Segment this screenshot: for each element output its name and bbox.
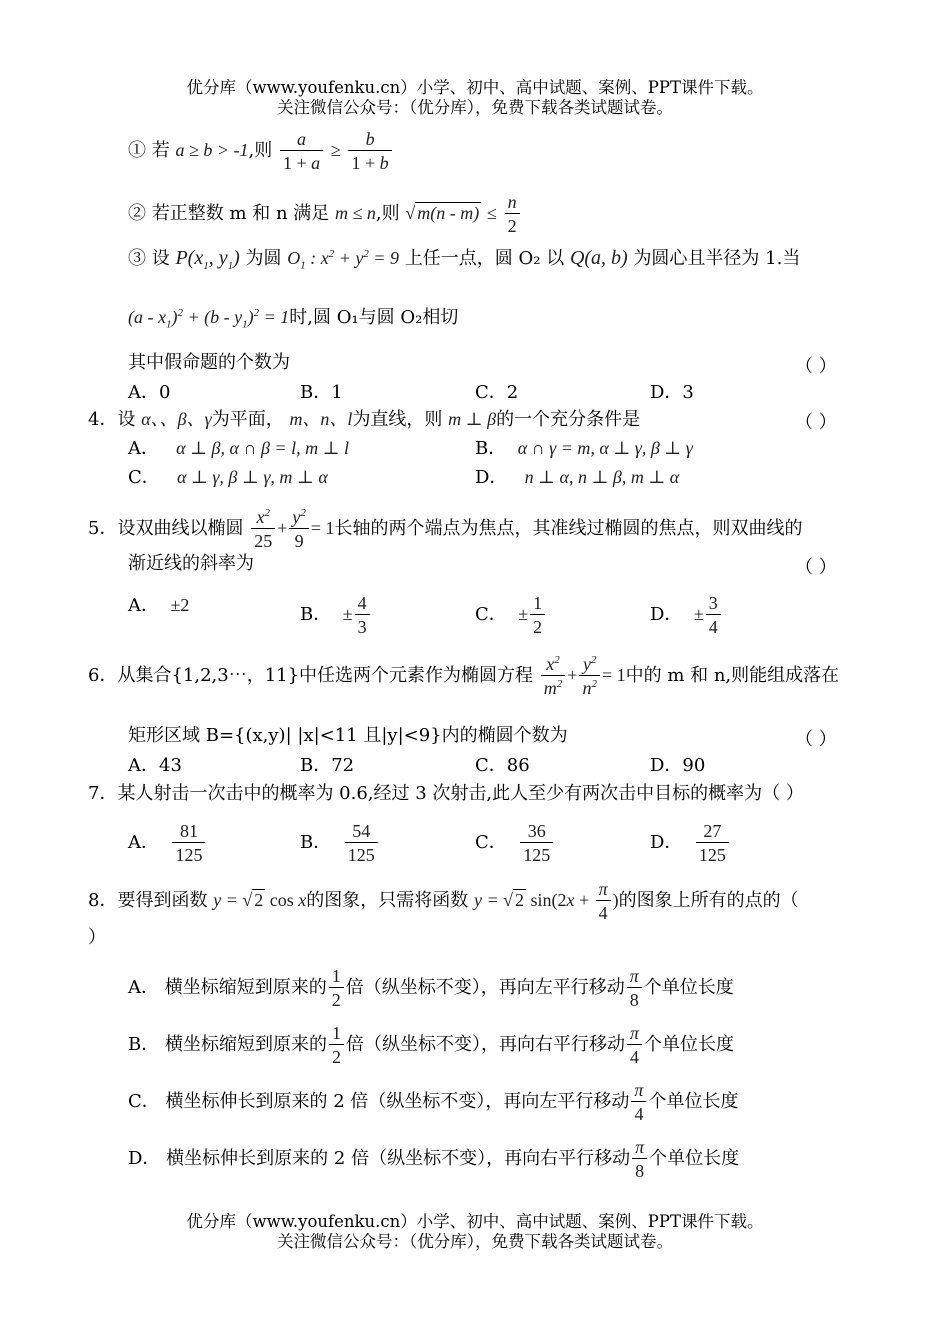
q3-stem: 其中假命题的个数为 [128,352,290,373]
q7-option-b: B． $\frac{54}{125}$ [300,822,380,864]
q3-proposition-3: ③ 设 $P(x_1$, $y_1$) 为圆 $O_1$ : $x^2 + y^2 = 9$ 上任一点，圆 O₂ 以 Q(a, b) 为圆心且半径为 1.当 [128,247,801,272]
q6-stem-cont: 矩形区域 B={(x,y)| |x|<11 且|y|<9}内的椭圆个数为 [128,725,568,746]
q5-option-a: A． ±2 [128,595,190,616]
q6-option-b: B．72 [300,755,355,776]
q8-option-b: B． 横坐标缩短到原来的 $\frac{1}{2}$ 倍（纵坐标不变），再向右平行移动 $\frac{\pi}{4}$ 个单位长度 [128,1023,734,1067]
q8-option-d: D． 横坐标伸长到原来的 2 倍（纵坐标不变），再向右平行移动 $\frac{\pi}{8}$ 个单位长度 [128,1137,740,1181]
q5-answer-paren: （ ） [795,557,837,578]
q6-answer-paren: （ ） [795,729,837,750]
q7-stem: 7．某人射击一次击中的概率为 0.6,经过 3 次射击,此人至少有两次击中目标的概率为（ ） [88,783,804,804]
q3-option-c: C．2 [475,382,519,403]
q4-option-d: D． n ⊥ α, n ⊥ β, m ⊥ α [475,467,680,488]
q8-option-a: A． 横坐标缩短到原来的 $\frac{1}{2}$ 倍（纵坐标不变），再向左平行移动 $\frac{\pi}{8}$ 个单位长度 [128,966,734,1010]
q5-stem-cont: 渐近线的斜率为 [128,553,254,574]
q3-proposition-3-cont: $(a - x_1)^2 + (b - y_1)^2 = 1$时,圆 O₁与圆 O₂相切 [128,307,459,331]
header-line-1: 优分库（www.youfenku.cn）小学、初中、高中试题、案例、PPT课件下载。 [186,78,764,97]
q7-option-c: C． $\frac{36}{125}$ [475,822,555,864]
q8-stem: 8．要得到函数 y = √ 2 cos x的图象，只需将函数 y = √ 2 sin(2x + $\frac{\pi}{4}$ )的图象上所有的点的（ [88,879,799,923]
q4-answer-paren: （ ） [795,412,837,433]
q5-stem: 5．设双曲线以椭圆 $\frac{x^2}{25}$ + $\frac{y^2}{9}$ = 1长轴的两个端点为焦点，其准线过椭圆的焦点，则双曲线的 [88,507,803,551]
q3-answer-paren: （ ） [795,356,837,377]
q8-option-c: C． 横坐标伸长到原来的 2 倍（纵坐标不变），再向左平行移动 $\frac{\pi}{4}$ 个单位长度 [128,1080,739,1124]
q3-proposition-2: ② 若正整数 m 和 n 满足 m ≤ n,则 √ m(n - m) ≤ $\frac{n}{2}$ [128,193,522,235]
q6-option-c: C．86 [475,755,530,776]
q5-option-b: B． ± $\frac{4}{3}$ [300,594,372,636]
q7-option-d: D． $\frac{27}{125}$ [650,822,731,864]
q3-proposition-1: ① 若 a ≥ b > -1,则 $\frac{a}{1 + a}$ ≥ $\frac{b}{1 + b}$ [128,130,394,172]
q4-option-c: C． α ⊥ γ, β ⊥ γ, m ⊥ α [128,467,328,488]
q3-option-a: A．0 [128,382,171,403]
q4-option-b: B． α ∩ γ = m, α ⊥ γ, β ⊥ γ [475,438,693,459]
q4-stem: 4．设 α、、β、γ为平面， m、n、l为直线，则 m ⊥ β的一个充分条件是 [88,409,641,430]
q5-option-c: C． ± $\frac{1}{2}$ [475,594,547,636]
q8-stem-cont: ） [88,927,106,948]
q5-option-d: D． ± $\frac{3}{4}$ [650,594,723,636]
q3-option-d: D．3 [650,382,694,403]
q6-option-a: A．43 [128,755,182,776]
header-line-2: 关注微信公众号：（优分库），免费下载各类试题试卷。 [277,98,673,117]
q4-option-a: A． α ⊥ β, α ∩ β = l, m ⊥ l [128,438,349,459]
footer-line-1: 优分库（www.youfenku.cn）小学、初中、高中试题、案例、PPT课件下载。 [186,1212,764,1231]
q7-option-a: A． $\frac{81}{125}$ [128,822,207,864]
q6-option-d: D．90 [650,755,706,776]
q3-option-b: B．1 [300,382,343,403]
footer-line-2: 关注微信公众号：（优分库），免费下载各类试题试卷。 [277,1232,673,1251]
q6-stem: 6．从集合{1,2,3⋯，11}中任选两个元素作为椭圆方程 $\frac{x^2}{m^2}$ + $\frac{y^2}{n^2}$ = 1中的 m 和 n,则能组成落在 [88,654,840,698]
